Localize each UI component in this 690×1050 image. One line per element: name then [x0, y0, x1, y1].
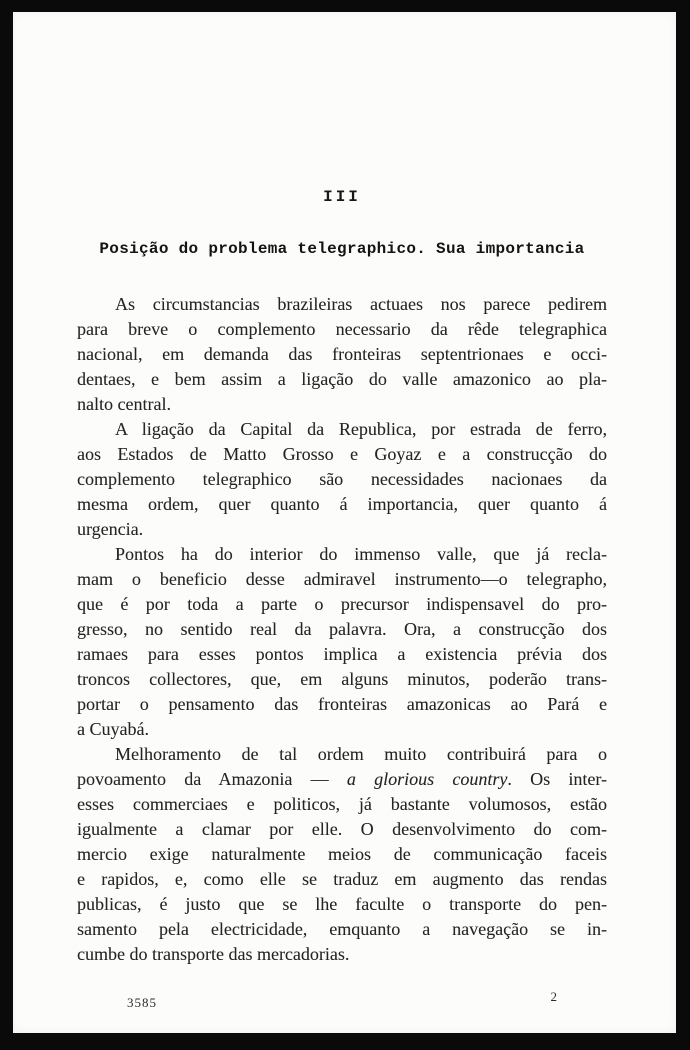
text-line: cumbe do transporte das mercadorias.: [77, 944, 350, 964]
text-line: publicas, é justo que se lhe faculte o transporte do pen-: [77, 894, 607, 914]
text-line: a Cuyabá.: [77, 719, 149, 739]
text-line: para breve o complemento necessario da rêde telegraphica: [77, 319, 607, 339]
text-line: nacional, em demanda das fronteiras septentrionaes e occi-: [77, 344, 607, 364]
text-line: e rapidos, e, como elle se traduz em augmento das rendas: [77, 869, 607, 889]
text-line: igualmente a clamar por elle. O desenvolvimento do com-: [77, 819, 607, 839]
text-line: que é por toda a parte o precursor indispensavel do pro-: [77, 594, 607, 614]
text-line: samento pela electricidade, emquanto a navegação se in-: [77, 919, 607, 939]
text-segment: . Os inter-: [507, 769, 607, 789]
text-line: Melhoramento de tal ordem muito contribuirá para o: [115, 744, 607, 764]
body-text: [77, 292, 607, 967]
text-line: dentaes, e bem assim a ligação do valle amazonico ao pla-: [77, 369, 607, 389]
chapter-number: III: [323, 188, 361, 206]
text-line: Pontos ha do interior do immenso valle, que já recla-: [115, 544, 607, 564]
text-line: mam o beneficio desse admiravel instrumento—o telegrapho,: [77, 569, 607, 589]
text-line: mercio exige naturalmente meios de communicação faceis: [77, 844, 607, 864]
paragraph: [77, 742, 607, 967]
text-line: portar o pensamento das fronteiras amazonicas ao Pará e: [77, 694, 607, 714]
footer-page-number: 2: [550, 989, 557, 1004]
text-line: A ligação da Capital da Republica, por estrada de ferro,: [115, 419, 607, 439]
text-line: nalto central.: [77, 394, 171, 414]
page-footer: [77, 988, 607, 1011]
text-line: urgencia.: [77, 519, 144, 539]
text-segment: povoamento da Amazonia —: [77, 769, 347, 789]
text-line: esses commerciaes e politicos, já bastante volumosos, estão: [77, 794, 607, 814]
text-line: complemento telegraphico são necessidades nacionaes da: [77, 469, 607, 489]
text-line: mesma ordem, quer quanto á importancia, quer quanto á: [77, 494, 607, 514]
italic-phrase: a glorious country: [346, 769, 508, 789]
section-title: Posição do problema telegraphico. Sua importancia: [99, 240, 585, 258]
footer-catalog-number: 3585: [127, 995, 157, 1010]
paragraph: [77, 417, 607, 542]
paragraph: [77, 542, 607, 742]
text-line: ramaes para esses pontos implica a existencia prévia dos: [77, 644, 607, 664]
text-line: As circumstancias brazileiras actuaes nos parece pedirem: [115, 294, 607, 314]
scanned-page: [13, 12, 676, 1033]
text-line: troncos collectores, que, em alguns minutos, poderão trans-: [77, 669, 607, 689]
paragraph: [77, 292, 607, 417]
text-line: gresso, no sentido real da palavra. Ora, a construcção dos: [77, 619, 607, 639]
text-line: aos Estados de Matto Grosso e Goyaz e a construcção do: [77, 444, 607, 464]
text-line: [77, 767, 607, 792]
